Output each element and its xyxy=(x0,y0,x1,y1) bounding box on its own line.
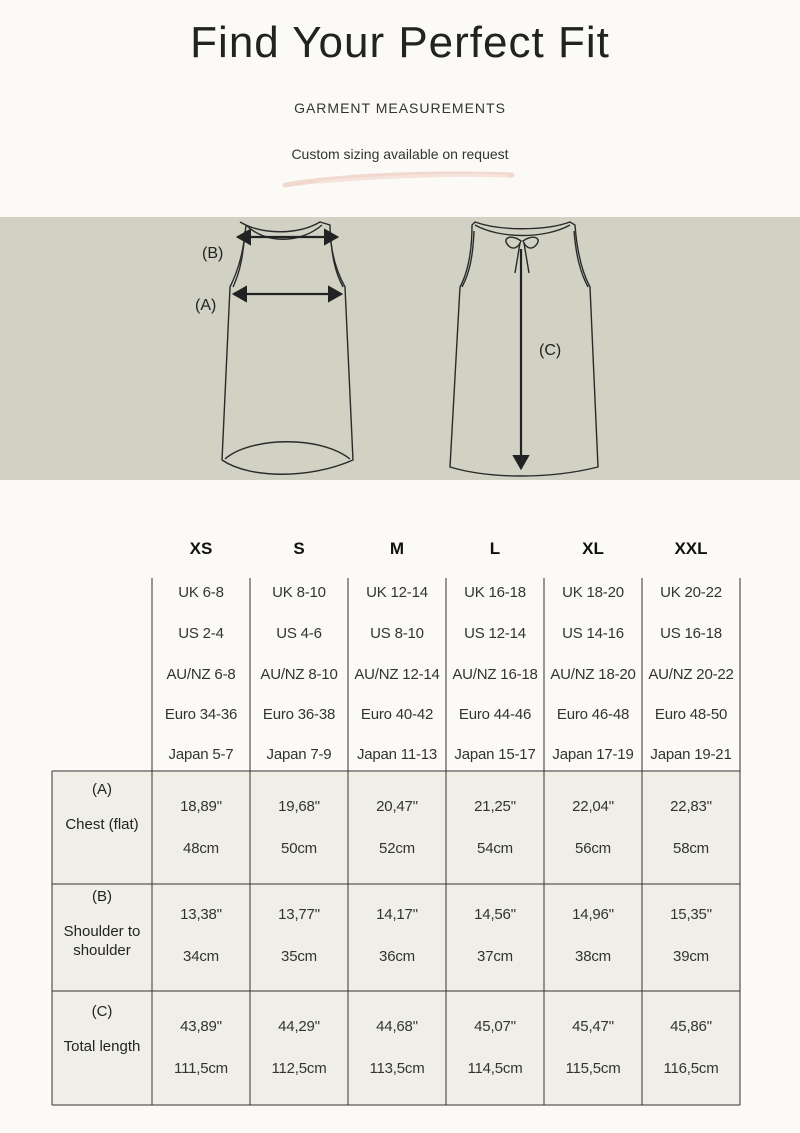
size-header: M xyxy=(389,539,405,558)
measurement-code: (B) xyxy=(92,888,112,905)
measurement-label xyxy=(52,1002,152,1056)
measurement-cm-cell: 111,5cm xyxy=(174,1060,228,1077)
size-conversion-cell: AU/NZ 20-22 xyxy=(648,666,734,683)
measurement-code: (C) xyxy=(91,1003,113,1020)
measurement-cm-cell: 112,5cm xyxy=(271,1060,327,1077)
measurement-inches-cell: 13,77" xyxy=(278,906,320,923)
measurement-label xyxy=(52,887,152,960)
measurement-cm-cell: 37cm xyxy=(477,948,513,965)
measurement-inches-cell: 22,04" xyxy=(572,798,614,815)
measurement-cm-cell: 39cm xyxy=(673,948,709,965)
measurement-cm-cell: 113,5cm xyxy=(369,1060,425,1077)
size-conversion-cell: Japan 11-13 xyxy=(356,746,438,763)
measurement-inches-cell: 43,89" xyxy=(180,1018,222,1035)
measurement-cm-cell: 38cm xyxy=(575,948,611,965)
measurement-cm-cell: 35cm xyxy=(281,948,317,965)
size-conversion-cell: UK 12-14 xyxy=(366,584,428,601)
measurement-cm-cell: 50cm xyxy=(281,840,317,857)
measurement-name-line: Chest (flat) xyxy=(65,816,139,833)
label-a: (A) xyxy=(195,297,217,314)
measurement-code: (A) xyxy=(92,781,112,798)
size-conversion-cell: UK 20-22 xyxy=(660,584,722,601)
size-conversion-cell: Euro 40-42 xyxy=(360,706,434,723)
measurement-label xyxy=(52,780,152,834)
garment-diagram-band xyxy=(0,217,800,480)
measurement-row-background xyxy=(52,991,740,1105)
size-conversion-cell: Japan 19-21 xyxy=(650,746,732,763)
measurement-cm-cell: 34cm xyxy=(183,948,219,965)
measurement-inches-cell: 14,96" xyxy=(572,906,614,923)
measurement-cm-cell: 114,5cm xyxy=(467,1060,523,1077)
measurement-name-line: Shoulder to xyxy=(63,923,141,940)
size-conversion-cell: AU/NZ 18-20 xyxy=(550,666,636,683)
size-conversion-cell: Euro 36-38 xyxy=(262,706,336,723)
size-conversion-cell: UK 8-10 xyxy=(272,584,326,601)
size-conversion-cell: US 2-4 xyxy=(178,625,224,642)
custom-sizing-note: Custom sizing available on request xyxy=(291,146,509,162)
measurement-inches-cell: 14,17" xyxy=(376,906,418,923)
size-conversion-cell: UK 6-8 xyxy=(178,584,224,601)
garment-diagrams xyxy=(0,217,800,480)
size-conversion-cell: Japan 5-7 xyxy=(168,746,234,763)
size-conversion-cell: Japan 15-17 xyxy=(454,746,536,763)
size-conversion-cell: Euro 48-50 xyxy=(654,706,728,723)
size-conversion-cell: US 14-16 xyxy=(562,625,624,642)
size-conversion-cell: Euro 46-48 xyxy=(556,706,630,723)
size-conversion-cell: AU/NZ 12-14 xyxy=(354,666,440,683)
measurement-cm-cell: 116,5cm xyxy=(663,1060,719,1077)
measurement-cm-cell: 48cm xyxy=(183,840,219,857)
size-conversion-cell: US 4-6 xyxy=(276,625,322,642)
front-garment-drawing xyxy=(222,222,353,474)
size-header: S xyxy=(293,539,305,558)
measurement-inches-cell: 18,89" xyxy=(180,798,222,815)
measurement-inches-cell: 44,29" xyxy=(278,1018,320,1035)
measurement-name-line: Total length xyxy=(63,1038,141,1055)
size-conversion-cell: Japan 7-9 xyxy=(266,746,332,763)
size-conversion-cell: UK 16-18 xyxy=(464,584,526,601)
measurement-inches-cell: 20,47" xyxy=(376,798,418,815)
section-subtitle: GARMENT MEASUREMENTS xyxy=(294,100,506,116)
measurement-cm-cell: 56cm xyxy=(575,840,611,857)
measurement-cm-cell: 115,5cm xyxy=(565,1060,621,1077)
measurement-cm-cell: 52cm xyxy=(379,840,415,857)
label-b: (B) xyxy=(202,245,224,262)
measurement-name-line: shoulder xyxy=(73,942,131,959)
size-header: L xyxy=(489,539,501,558)
size-header: XL xyxy=(582,539,604,558)
size-conversion-cell: AU/NZ 8-10 xyxy=(260,666,338,683)
measurement-cm-cell: 54cm xyxy=(477,840,513,857)
size-conversion-cell: US 8-10 xyxy=(370,625,424,642)
measurement-inches-cell: 44,68" xyxy=(376,1018,418,1035)
size-conversion-cell: Euro 34-36 xyxy=(164,706,238,723)
measurement-row-background xyxy=(52,884,740,991)
measurement-inches-cell: 15,35" xyxy=(670,906,712,923)
measurement-inches-cell: 13,38" xyxy=(180,906,222,923)
size-header: XXL xyxy=(674,539,708,558)
measurement-row-background xyxy=(52,771,740,884)
measurement-cm-cell: 36cm xyxy=(379,948,415,965)
size-conversion-cell: Japan 17-19 xyxy=(552,746,634,763)
brush-stroke-decoration xyxy=(280,168,520,190)
size-conversion-cell: US 16-18 xyxy=(660,625,722,642)
measurement-inches-cell: 45,07" xyxy=(474,1018,516,1035)
measurement-inches-cell: 45,47" xyxy=(572,1018,614,1035)
measurement-inches-cell: 14,56" xyxy=(474,906,516,923)
measurement-cm-cell: 58cm xyxy=(673,840,709,857)
page-title: Find Your Perfect Fit xyxy=(190,18,610,67)
measurement-inches-cell: 19,68" xyxy=(278,798,320,815)
size-conversion-cell: Euro 44-46 xyxy=(458,706,532,723)
measurement-inches-cell: 21,25" xyxy=(474,798,516,815)
label-c: (C) xyxy=(539,342,562,359)
size-header: XS xyxy=(189,539,213,558)
size-conversion-cell: US 12-14 xyxy=(464,625,526,642)
size-conversion-cell: UK 18-20 xyxy=(562,584,624,601)
back-garment-drawing xyxy=(450,222,598,476)
size-conversion-cell: AU/NZ 6-8 xyxy=(166,666,236,683)
measurement-inches-cell: 22,83" xyxy=(670,798,712,815)
measurement-inches-cell: 45,86" xyxy=(670,1018,712,1035)
size-conversion-cell: AU/NZ 16-18 xyxy=(452,666,538,683)
